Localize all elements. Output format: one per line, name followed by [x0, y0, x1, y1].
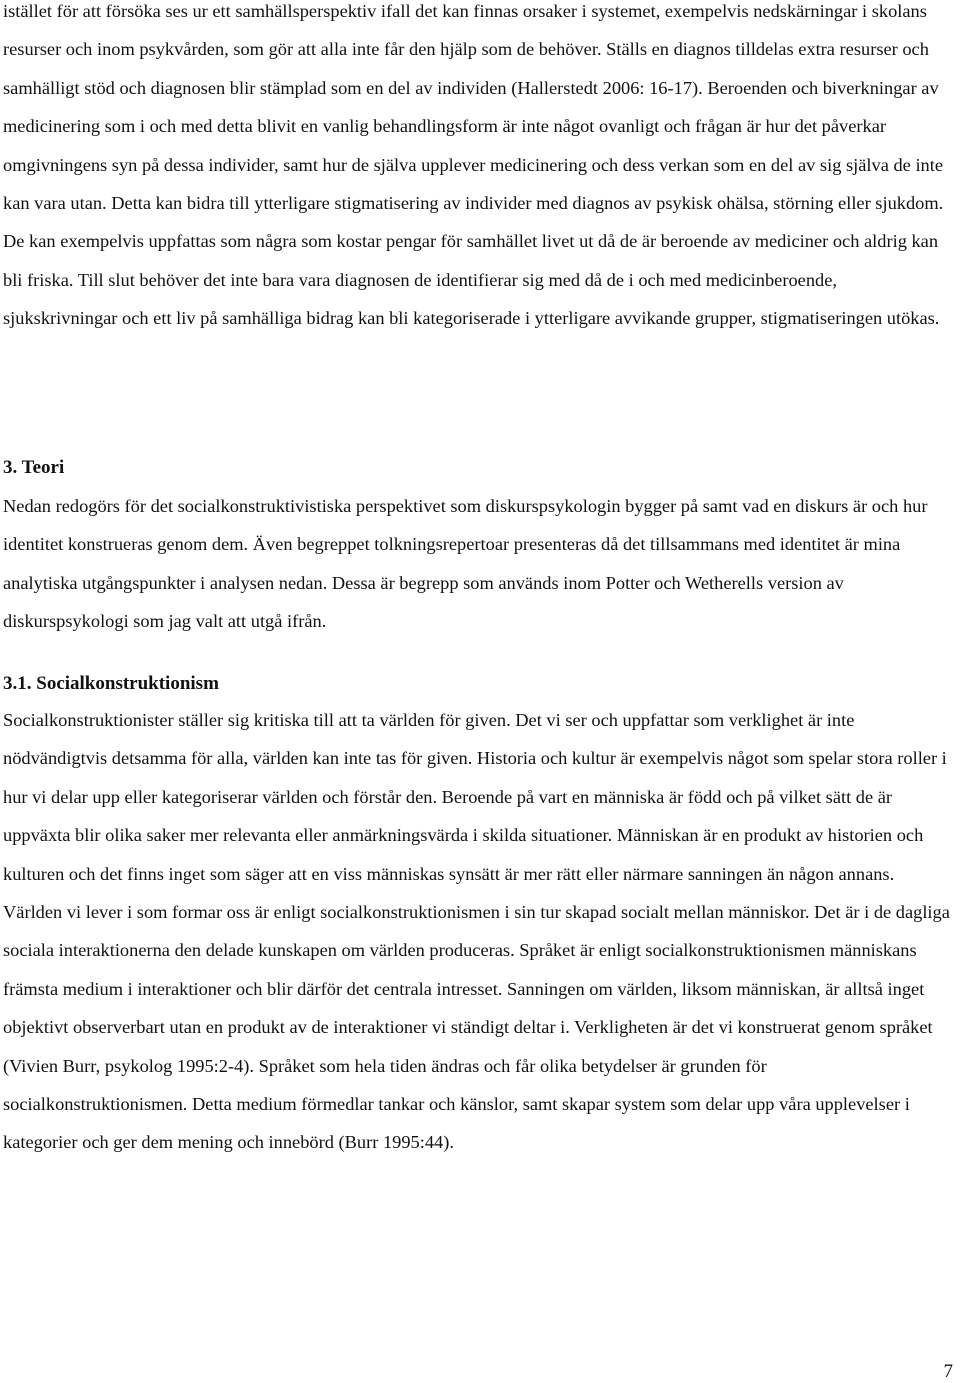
paragraph-socialkonstruktionism: Socialkonstruktionister ställer sig kritiska till att ta världen för given. Det vi ser och uppfattar som verklighet är inte nödvändigtvis detsamma för alla, världen kan inte tas för given. Historia och kultur är exempelvis något som spelar stora roller i hur vi delar upp eller kategoriserar världen och förstår den. Beroende på vart en människa är född och på vilket sätt de är uppväxta blir olika saker mer relevanta eller anmärkningsvärda i skilda situationer. Människan är en produkt av historien och kulturen och det finns inget som säger att en viss människas synsätt är mer rätt eller närmare sanningen än någon annans. Världen vi lever i som formar oss är enligt socialkonstruktionismen i sin tur skapad socialt mellan människor. Det är i de dagliga sociala interaktionerna den delade kunskapen om världen produceras. Språket är enligt socialkonstruktionismen människans främsta medium i interaktioner och blir därför det centrala intresset. Sanningen om världen, liksom människan, är alltså inget objektivt observerbart utan en produkt av de interaktioner vi ständigt deltar i. Verkligheten är det vi konstruerat genom språket (Vivien Burr, psykolog 1995:2-4). Språket som hela tiden ändras och får olika betydelser är grunden för socialkonstruktionismen. Detta medium förmedlar tankar och känslor, samt skapar system som delar upp våra upplevelser i kategorier och ger dem mening och innebörd (Burr 1995:44). — [3, 710, 950, 1153]
section-heading-teori: 3. Teori — [3, 457, 65, 478]
paragraph-teori: Nedan redogörs för det socialkonstruktivistiska perspektivet som diskurspsykologin bygger på samt vad en diskurs är och hur identitet konstrueras genom dem. Även begreppet tolkningsrepertoar presenteras då det tillsammans med identitet är mina analytiska utgångspunkter i analysen nedan. Dessa är begrepp som används inom Potter och Wetherells version av diskurspsykologi som jag valt att utgå ifrån. — [3, 496, 928, 632]
page-number: 7 — [943, 1361, 953, 1382]
section-heading-socialkonstruktionism: 3.1. Socialkonstruktionism — [3, 673, 219, 694]
paragraph-intro-continuation: istället för att försöka ses ur ett samhällsperspektiv ifall det kan finnas orsaker i systemet, exempelvis nedskärningar i skolans resurser och inom psykvården, som gör att alla inte får den hjälp som de behöver. Ställs en diagnos tilldelas extra resurser och samhälligt stöd och diagnosen blir stämplad som en del av individen (Hallerstedt 2006: 16-17). Beroenden och biverkningar av medicinering som i och med detta blivit en vanlig behandlingsform är inte något ovanligt och frågan är hur det påverkar omgivningens syn på dessa individer, samt hur de själva upplever medicinering och dess verkan som en del av sig själva de inte kan vara utan. Detta kan bidra till ytterligare stigmatisering av individer med diagnos av psykisk ohälsa, störning eller sjukdom. De kan exempelvis uppfattas som några som kostar pengar för samhället livet ut då de är beroende av mediciner och aldrig kan bli friska. Till slut behöver det inte bara vara diagnosen de identifierar sig med då de i och med medicinberoende, sjukskrivningar och ett liv på samhälliga bidrag kan bli kategoriserade i ytterligare avvikande grupper, stigmatiseringen utökas. — [3, 1, 944, 329]
